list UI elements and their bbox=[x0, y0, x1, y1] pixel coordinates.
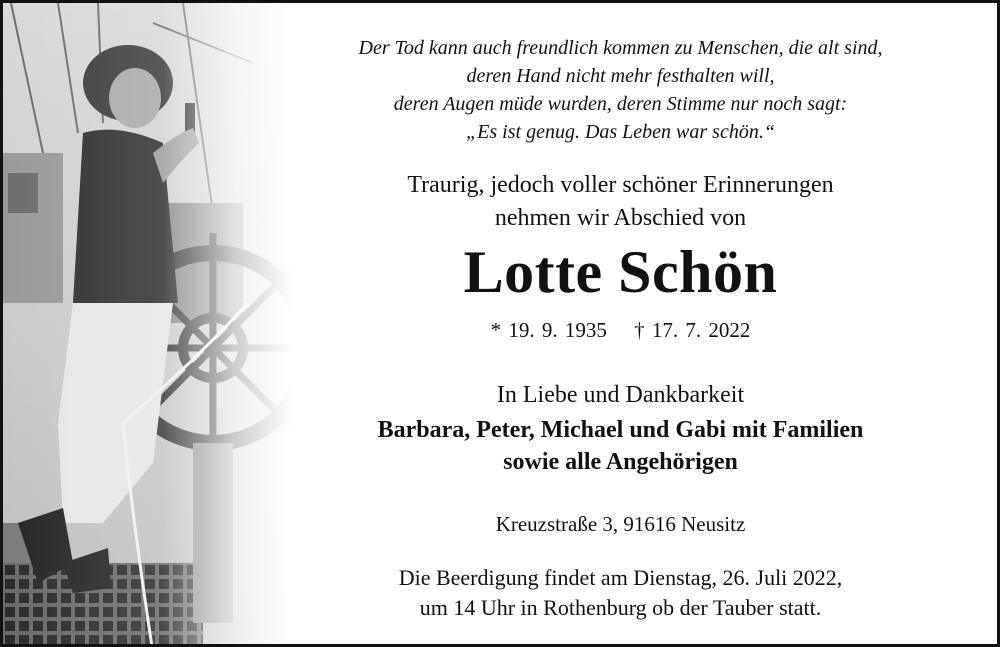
intro-line: Traurig, jedoch voller schöner Erinnerungen bbox=[407, 172, 834, 198]
funeral-line: Die Beerdigung findet am Dienstag, 26. Juli 2022, bbox=[398, 565, 843, 590]
intro-text bbox=[263, 169, 978, 235]
address: Kreuzstraße 3, 91616 Neusitz bbox=[495, 512, 746, 536]
mourners-line: Barbara, Peter, Michael und Gabi mit Familien bbox=[377, 417, 864, 443]
mourners-line: sowie alle Angehörigen bbox=[503, 449, 738, 475]
mourners-heading: In Liebe und Dankbarkeit bbox=[496, 382, 745, 408]
poem-line: deren Augen müde wurden, deren Stimme nur noch sagt: bbox=[393, 93, 848, 115]
portrait-photo bbox=[3, 3, 293, 647]
deceased-name: Lotte Schön bbox=[463, 239, 778, 305]
poem-line: „Es ist genug. Das Leben war schön.“ bbox=[466, 121, 775, 143]
poem-line: deren Hand nicht mehr festhalten will, bbox=[466, 65, 775, 87]
poem-line: Der Tod kann auch freundlich kommen zu Menschen, die alt sind, bbox=[358, 37, 883, 59]
mourners-names bbox=[263, 414, 978, 478]
funeral-line: um 14 Uhr in Rothenburg ob der Tauber statt. bbox=[419, 595, 822, 620]
notice-text bbox=[263, 3, 978, 647]
death-date: † 17. 7. 2022 bbox=[634, 318, 751, 342]
intro-line: nehmen wir Abschied von bbox=[494, 205, 747, 231]
birth-date: * 19. 9. 1935 bbox=[490, 318, 607, 342]
poem bbox=[263, 34, 978, 146]
life-dates bbox=[263, 316, 978, 344]
funeral-info bbox=[263, 563, 978, 623]
